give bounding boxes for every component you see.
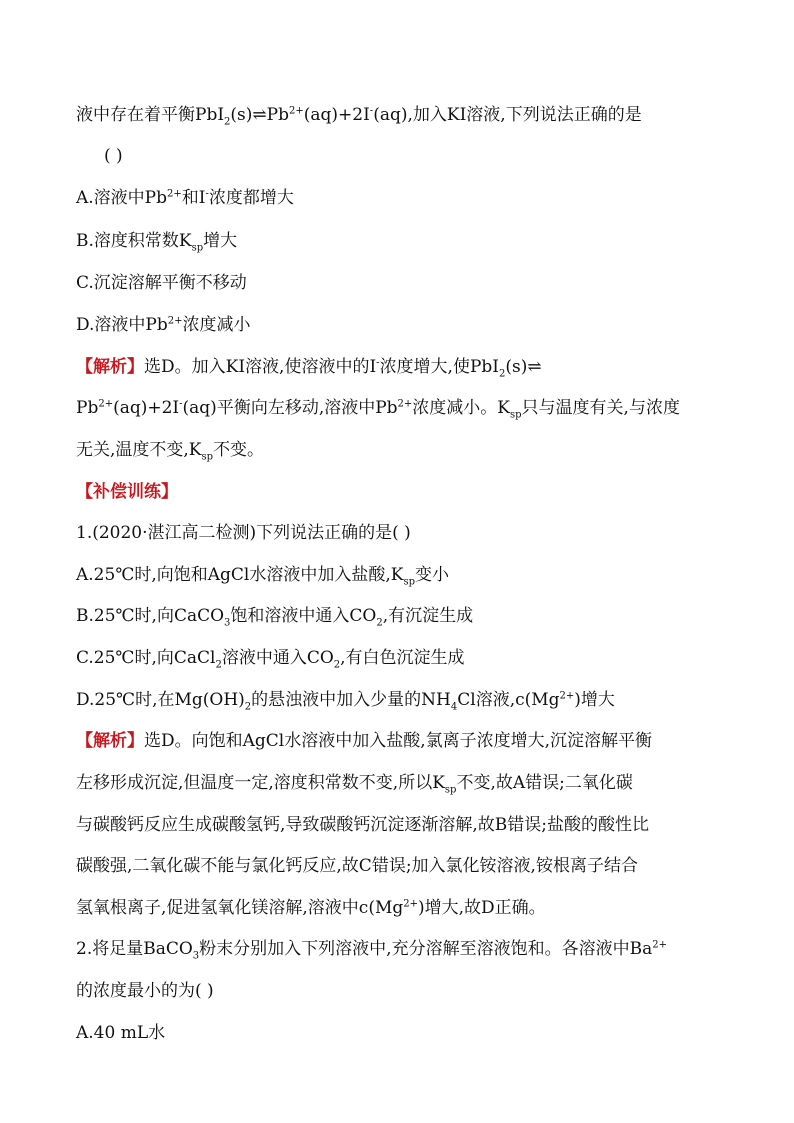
option-c: C.沉淀溶解平衡不移动	[76, 273, 247, 293]
q1-option-a: A.25℃时,向饱和AgCl水溶液中加入盐酸$,K_{sp}$变小	[76, 565, 449, 588]
q1-option-c: C.25℃时,向CaCl$_2$溶液中通入$CO_2$,有白色沉淀生成	[76, 648, 465, 671]
analysis-line-1: 【解析】选D。加入KI溶液,使溶液中的I-浓度增大,使PbI$_2$(s)⇌	[76, 357, 542, 380]
q1-analysis-line-1: 【解析】选D。向饱和AgCl水溶液中加入盐酸,氯离子浓度增大,沉淀溶解平衡	[76, 731, 653, 751]
q1-option-d: D.25℃时,在$Mg(OH)_2$的悬浊液中加入少量的$NH_4Cl$溶液$,c(Mg^{2+})$增大	[76, 690, 615, 713]
analysis-tag: 【解析】	[76, 731, 144, 751]
analysis-line-3: 无关,温度不变$,K_{sp}$不变。	[76, 440, 265, 463]
option-d: D.溶液中$Pb^{2+}$浓度减小	[76, 315, 251, 335]
question-2-line-2: 的浓度最小的为( )	[76, 981, 214, 1001]
question-1-stem: 1.(2020·湛江高二检测)下列说法正确的是( )	[76, 523, 411, 543]
q1-analysis-line-4: 碳酸强,二氧化碳不能与氯化钙反应,故C错误;加入氯化铵溶液,铵根离子结合	[76, 856, 638, 876]
q1-analysis-line-3: 与碳酸钙反应生成碳酸氢钙,导致碳酸钙沉淀逐渐溶解,故B错误;盐酸的酸性比	[76, 815, 650, 835]
section-title: 【补偿训练】	[76, 482, 178, 502]
q2-option-a: A.40 mL水	[76, 1023, 166, 1043]
answer-paren: ( )	[104, 146, 123, 166]
intro-line-1: 液中存在着平衡$PbI_2(s)\rightleftharpoons Pb^{2+}(aq)+2I^-(aq)$,加入KI溶液,下列说法正确的是	[76, 105, 642, 128]
option-a: A.溶液中$Pb^{2+}$和I-浓度都增大	[76, 188, 294, 208]
option-b: B.溶度积常数$K_{sp}$增大	[76, 231, 238, 254]
q1-analysis-line-2: 左移形成沉淀,但温度一定,溶度积常数不变,所以$K_{sp}$不变,故A错误;二氧化碳	[76, 773, 633, 796]
q1-option-b: B.25℃时,向CaCO$_3$饱和溶液中通入$CO_2$,有沉淀生成	[76, 606, 474, 629]
q1-analysis-line-5: 氢氧根离子,促进氢氧化镁溶解,溶液中$c(Mg^{2+})$增大,故D正确。	[76, 898, 546, 918]
question-2-line-1: 2.将足量BaCO$_3$粉末分别加入下列溶液中,充分溶解至溶液饱和。各溶液中$Ba^{2+}$	[76, 939, 667, 962]
analysis-tag: 【解析】	[76, 357, 144, 377]
analysis-line-2: $Pb^{2+}(aq)+2I^-(aq)$平衡向左移动,溶液中$Pb^{2+}$浓度减小。$K_{sp}$只与温度有关,与浓度	[76, 398, 680, 421]
